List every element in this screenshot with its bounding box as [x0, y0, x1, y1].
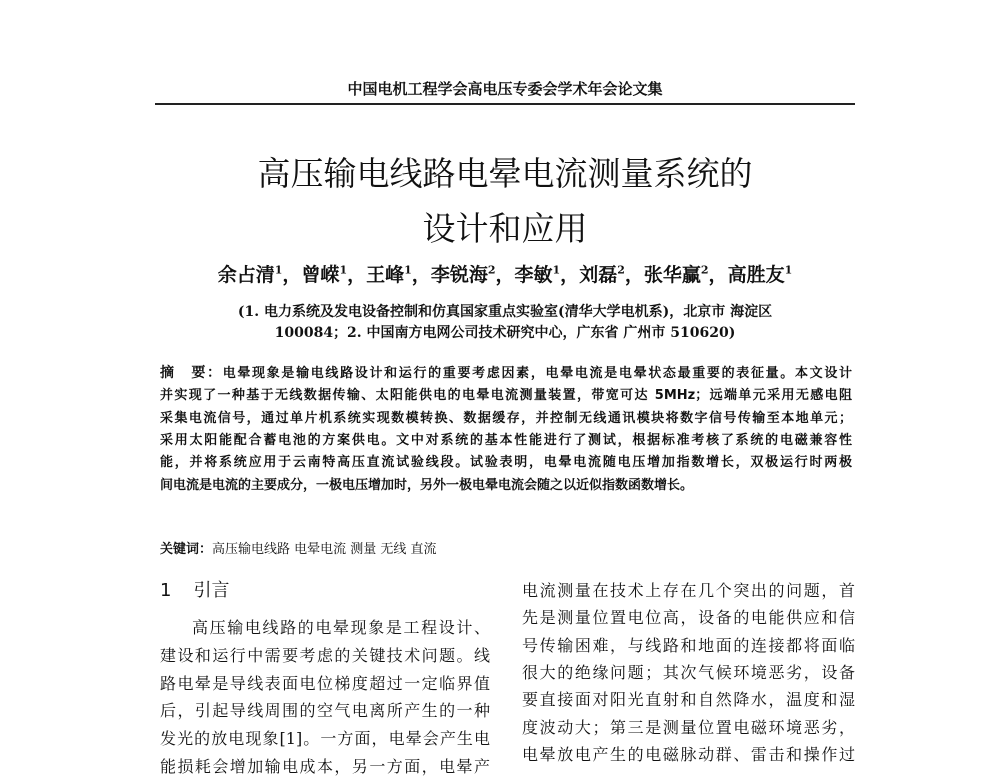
author-list [160, 260, 850, 287]
abstract-text: 电晕现象是输电线路设计和运行的重要考虑因素，电晕电流是电晕状态最重要的表征量。本文设计 [222, 366, 852, 381]
author-affiliation-mark: 1 [552, 263, 561, 277]
paper-title-line-2: 设计和应用 [422, 209, 588, 248]
paragraph-line: 路电晕是导线表面电位梯度超过一定临界值 [160, 673, 490, 693]
author-affiliation-mark: 2 [617, 263, 625, 277]
abstract-text: 能，并将系统应用于云南特高压直流试验线段。试验表明，电晕电流随电压增加指数增长，双极运行时两极 [160, 455, 852, 471]
author-affiliation-mark: 2 [700, 263, 709, 277]
author: 余占清$^1$， [217, 263, 302, 286]
author-name: 高胜友 [727, 264, 785, 286]
author-affiliation-mark: 2 [487, 263, 496, 277]
abstract-text: 并实现了一种基于无线数据传输、太阳能供电的电晕电流测量装置，带宽可达 5MHz；远端单元采用无感电阻 [160, 388, 852, 404]
author: 王峰$^1$， [366, 263, 431, 286]
abstract-label: 摘 要： [160, 365, 223, 381]
author-name: 刘磊 [579, 264, 618, 286]
abstract-line [160, 407, 852, 426]
affiliation-line-2: 100084；2. 中国南方电网公司技术研究中心，广东省 广州市 510620) [274, 325, 736, 341]
paragraph-line: 很大的绝缘问题；其次气候环境恶劣，设备 [522, 662, 855, 682]
section-number: 1 [160, 580, 172, 601]
author-affiliation-mark: 1 [404, 263, 412, 277]
author-name: 李敏 [514, 264, 553, 286]
author-name: 曾嵘 [301, 264, 340, 286]
paragraph-line: 电流测量在技术上存在几个突出的问题，首 [522, 581, 855, 600]
keywords-text: 高压输电线路 电晕电流 测量 无线 直流 [212, 542, 437, 557]
header-rule [155, 103, 855, 105]
keywords [160, 538, 437, 557]
author-name: 李锐海 [430, 264, 488, 286]
paragraph-line: 能损耗会增加输电成本，另一方面，电晕产 [160, 757, 490, 776]
abstract-text: 采用太阳能配合蓄电池的方案供电。文中对系统的基本性能进行了测试，根据标准考核了系统的电磁兼容性 [160, 432, 852, 448]
paper-title-line-1: 高压输电线路电晕电流测量系统的 [257, 154, 753, 193]
section-heading [160, 576, 229, 602]
author-name: 王峰 [366, 264, 405, 286]
author-affiliation-mark: 1 [274, 263, 283, 277]
paragraph-line: 建设和运行中需要考虑的关键技术问题。线 [160, 645, 490, 665]
paragraph-line: 电晕放电产生的电磁脉动群、雷击和操作过 [522, 744, 855, 764]
paragraph-line: 先是测量位置电位高，设备的电能供应和信 [522, 608, 855, 628]
author-name: 余占清 [217, 264, 275, 286]
paragraph-line: 度波动大；第三是测量位置电磁环境恶劣， [522, 717, 855, 737]
abstract-text: 采集电流信号，通过单片机系统实现数模转换、数据缓存，并控制无线通讯模块将数字信号传输至本地单元； [160, 410, 852, 426]
author: 张华赢$^2$， [643, 263, 728, 286]
abstract-line [160, 384, 852, 403]
keywords-label: 关键词： [160, 542, 213, 557]
author-name: 张华赢 [643, 264, 701, 286]
paragraph-line: 后，引起导线周围的空气电离所产生的一种 [160, 701, 490, 721]
abstract-text: 间电流是电流的主要成分，一极电压增加时，另外一极电晕电流会随之以近似指数函数增长。 [160, 477, 694, 493]
abstract-line [160, 474, 780, 493]
paragraph-line: 要直接面对阳光直射和自然降水，温度和湿 [522, 690, 855, 710]
abstract-line [160, 362, 852, 382]
paragraph-line: 号传输困难，与线路和地面的连接都将面临 [522, 635, 855, 655]
author [728, 264, 793, 286]
author-affiliation-mark: 1 [784, 263, 793, 277]
author: 刘磊$^2$， [579, 263, 644, 286]
running-header: 中国电机工程学会高电压专委会学术年会论文集 [347, 80, 663, 98]
paragraph-line: 发光的放电现象[1]。一方面，电晕会产生电 [160, 729, 490, 749]
author: 李敏$^1$， [514, 263, 580, 286]
paragraph-line: 高压输电线路的电晕现象是工程设计、 [192, 618, 490, 637]
section-title: 引言 [193, 580, 230, 601]
abstract-line [160, 429, 852, 448]
author: 曾嵘$^1$， [301, 263, 367, 286]
author: 李锐海$^2$， [430, 263, 515, 286]
affiliation-line-1: (1. 电力系统及发电设备控制和仿真国家重点实验室(清华大学电机系)，北京市 海淀区 [237, 304, 773, 320]
author-affiliation-mark: 1 [339, 263, 348, 277]
abstract-line [160, 451, 852, 470]
